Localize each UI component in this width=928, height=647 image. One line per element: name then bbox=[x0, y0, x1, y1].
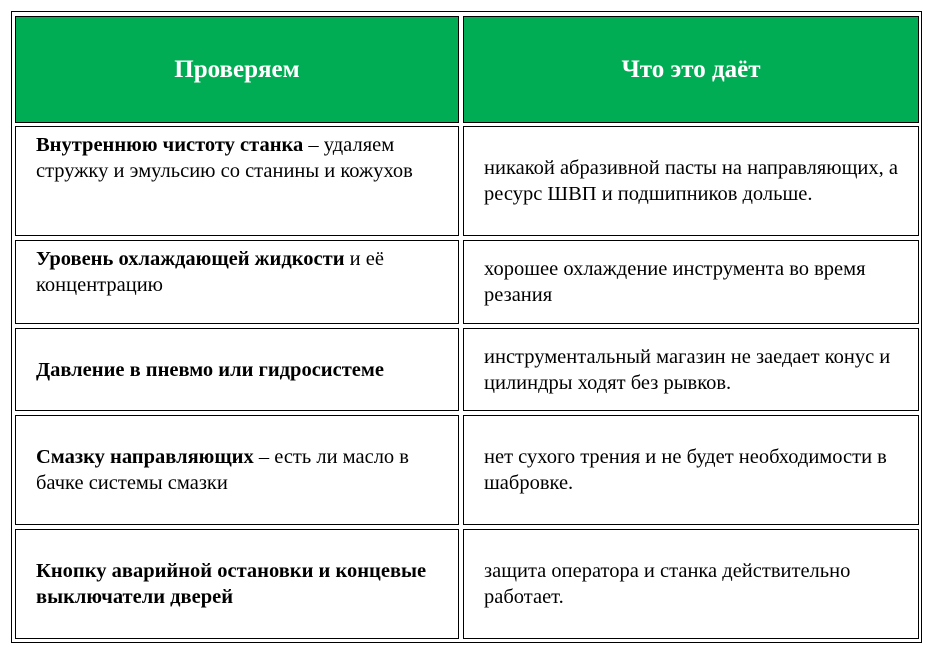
row-2-check-text bbox=[36, 246, 446, 298]
table-row-2-check-cell bbox=[15, 240, 459, 324]
header-cell-benefit bbox=[463, 16, 919, 123]
table-row-4-benefit-cell bbox=[463, 415, 919, 525]
table-row-3-benefit-cell bbox=[463, 328, 919, 411]
row-5-check-text bbox=[36, 558, 446, 610]
header-label-benefit: Что это даёт bbox=[621, 55, 761, 83]
header-cell-check bbox=[15, 16, 459, 123]
row-4-check-rest: – есть ли масло в бачке системы смазки bbox=[36, 446, 409, 494]
row-1-check-text bbox=[36, 132, 446, 184]
row-1-check-bold: Внутреннюю чистоту станка bbox=[36, 134, 304, 156]
header-label-check: Проверяем bbox=[174, 55, 300, 83]
row-4-benefit-text: нет сухого трения и не будет необходимости в шабровке. bbox=[484, 446, 887, 494]
row-3-check-text bbox=[36, 357, 384, 383]
row-1-benefit-text: никакой абразивной пасты на направляющих, а ресурс ШВП и подшипников дольше. bbox=[484, 157, 898, 205]
row-5-check-bold: Кнопку аварийной остановки и концевые выключатели дверей bbox=[36, 560, 427, 608]
table-row-5-check-cell bbox=[15, 529, 459, 639]
row-2-check-bold: Уровень охлаждающей жидкости bbox=[36, 248, 345, 270]
table-row-3-check-cell bbox=[15, 328, 459, 411]
table-row-4-check-cell bbox=[15, 415, 459, 525]
table-row-2-benefit-cell bbox=[463, 240, 919, 324]
table-row-5-benefit-cell bbox=[463, 529, 919, 639]
row-3-benefit-text: инструментальный магазин не заедает конус и цилиндры ходят без рывков. bbox=[484, 345, 891, 394]
row-1-check-rest: – удаляем стружку и эмульсию со станины и кожухов bbox=[36, 134, 413, 182]
table-row-1-benefit-cell bbox=[463, 126, 919, 236]
row-2-benefit-text: хорошее охлаждение инструмента во время резания bbox=[484, 258, 866, 306]
row-2-check-rest: и её концентрацию bbox=[36, 248, 384, 296]
table-row-1-check-cell bbox=[15, 126, 459, 236]
row-4-check-text bbox=[36, 444, 446, 496]
row-5-benefit-text: защита оператора и станка действительно работает. bbox=[484, 560, 851, 608]
row-4-check-bold: Смазку направляющих bbox=[36, 446, 254, 468]
row-3-check-bold: Давление в пневмо или гидросистеме bbox=[36, 358, 384, 381]
